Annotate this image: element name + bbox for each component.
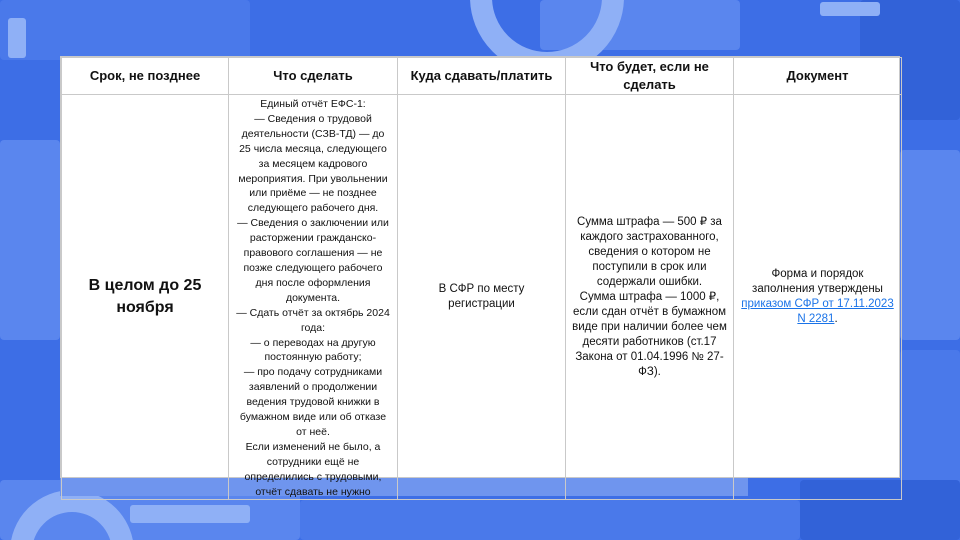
cell-document xyxy=(734,95,902,500)
schedule-table xyxy=(61,57,902,500)
schedule-table-card xyxy=(60,56,900,498)
what-line: Если изменений не было, а сотрудники ещё не определились с трудовыми, отчёт сдавать не нужно xyxy=(244,440,382,498)
penalty-line: Сумма штрафа — 500 ₽ за каждого застрахованного, сведения о котором не поступили в срок или содержали ошибки. xyxy=(577,215,722,288)
document-prefix: Форма и порядок заполнения утверждены xyxy=(752,268,883,296)
cell-what-to-do xyxy=(229,95,398,500)
cell-where-to-submit: В СФР по месту регистрации xyxy=(398,95,566,500)
header-consequences: Что будет, если не сделать xyxy=(566,58,734,95)
what-line: Единый отчёт ЕФС-1: xyxy=(260,98,366,110)
header-what-to-do: Что сделать xyxy=(229,58,398,95)
header-deadline: Срок, не позднее xyxy=(62,58,229,95)
table-row xyxy=(62,95,902,500)
cell-deadline: В целом до 25 ноября xyxy=(62,95,229,500)
header-where-to-submit: Куда сдавать/платить xyxy=(398,58,566,95)
what-line: — Сдать отчёт за октябрь 2024 года: xyxy=(236,306,390,334)
what-line: — Сведения о заключении или расторжении гражданско-правового соглашения — не позже следующего рабочего дня после оформления документа. xyxy=(237,217,389,304)
what-line: — Сведения о трудовой деятельности (СЗВ-ТД) — до 25 числа месяца, следующего за месяцем кадрового мероприятия. При увольнении или приёме — не позднее следующего рабочего дня. xyxy=(238,112,388,215)
header-document: Документ xyxy=(734,58,902,95)
what-line: — о переводах на другую постоянную работу; xyxy=(250,336,376,364)
cell-consequences xyxy=(566,95,734,500)
table-header-row xyxy=(62,58,902,95)
document-suffix: . xyxy=(834,313,838,326)
document-link[interactable]: приказом СФР от 17.11.2023 N 2281 xyxy=(741,298,894,326)
penalty-line: Сумма штрафа — 1000 ₽, если сдан отчёт в бумажном виде при наличии более чем десяти работников (ст.17 Закона от 01.04.1996 № 27-ФЗ). xyxy=(572,290,727,378)
what-line: — про подачу сотрудниками заявлений о продолжении ведения трудовой книжки в бумажном виде или об отказе от неё. xyxy=(239,366,387,438)
